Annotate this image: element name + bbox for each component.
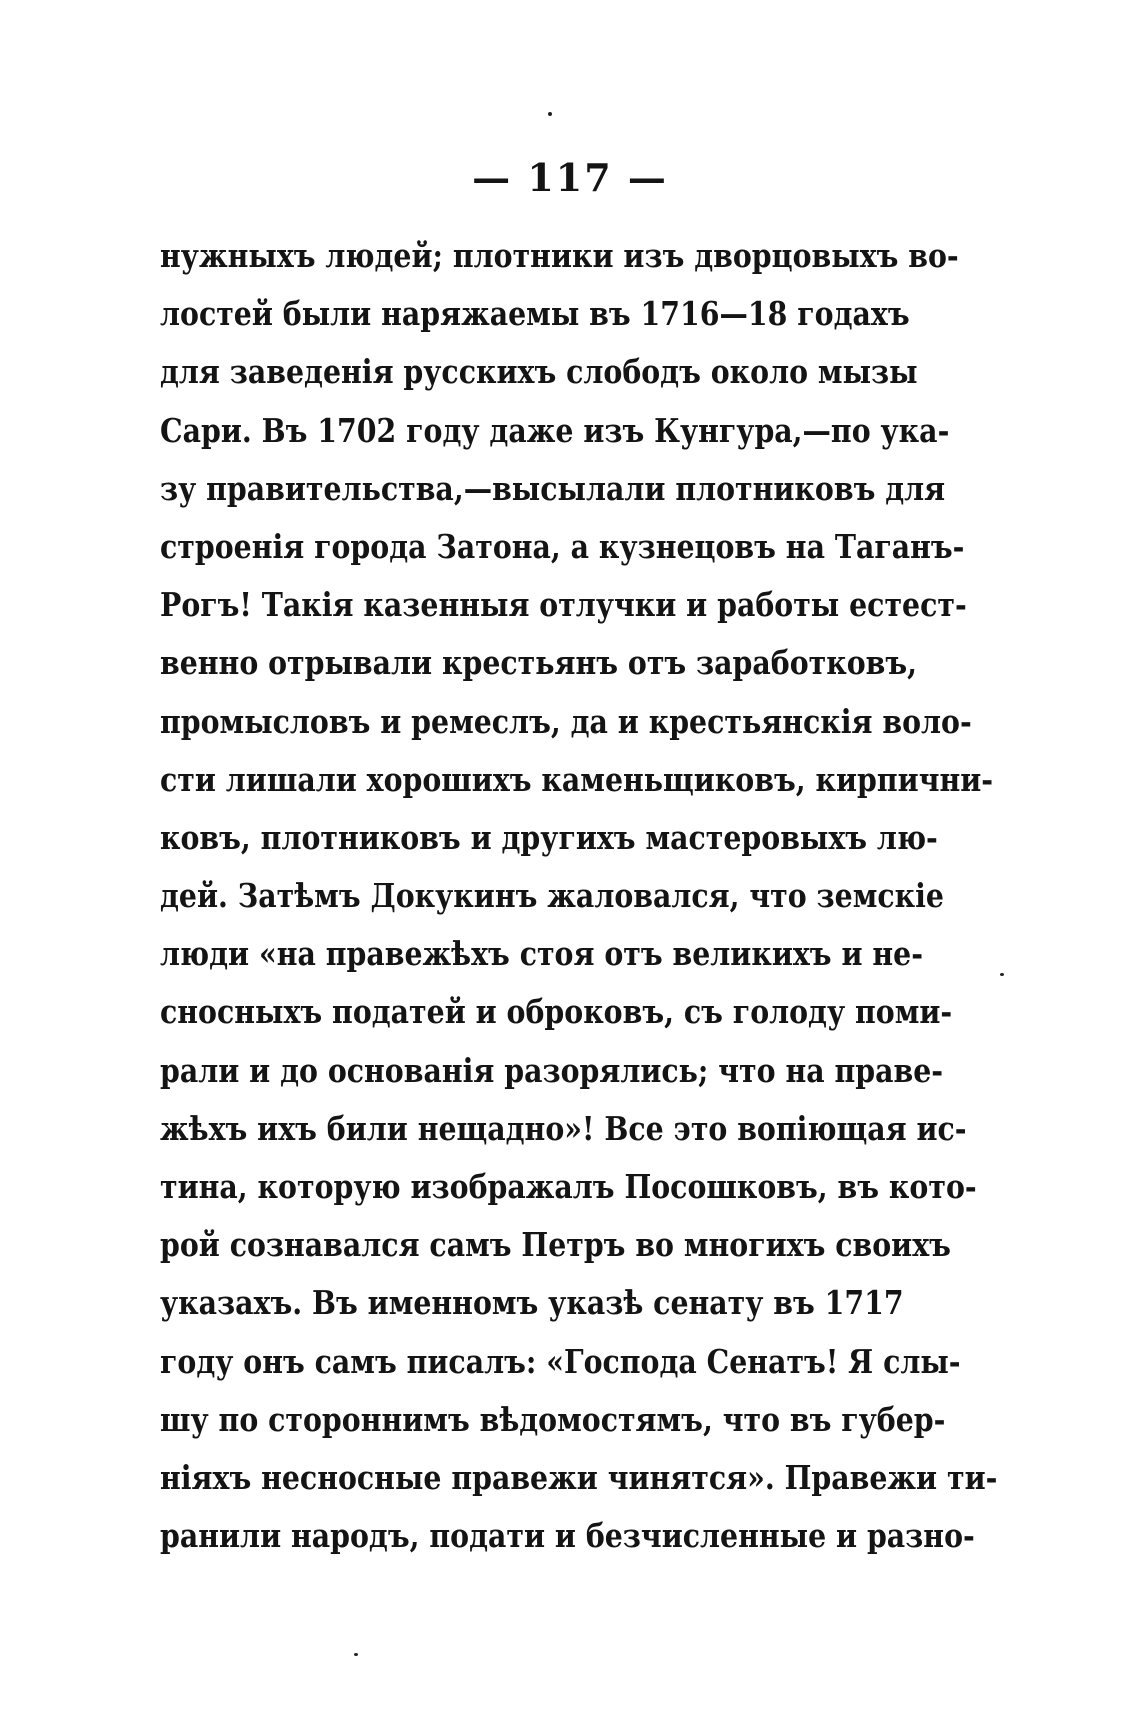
- text-line: тина, которую изображалъ Посошковъ, въ кото-: [160, 1167, 977, 1206]
- text-line: Сари. Въ 1702 году даже изъ Кунгура,—по ука-: [160, 410, 950, 450]
- text-line: Рогъ! Такія казенныя отлучки и работы естест-: [160, 585, 967, 625]
- text-line: рали и до основанія разорялись; что на праве-: [160, 1050, 944, 1090]
- text-line: шу по стороннимъ вѣдомостямъ, что въ губер-: [160, 1399, 946, 1439]
- ink-speck: [1000, 973, 1004, 976]
- text-line: люди «на правежѣхъ стоя отъ великихъ и не-: [160, 934, 923, 974]
- text-line: дей. Затѣмъ Докукинъ жаловался, что земскіе: [160, 876, 944, 916]
- page-number: — 117 —: [472, 155, 668, 200]
- text-line: ранили народъ, подати и безчисленные и разно-: [160, 1516, 975, 1556]
- text-line: лостей были наряжаемы въ 1716—18 годахъ: [160, 294, 910, 334]
- text-line: промысловъ и ремеслъ, да и крестьянскія воло-: [160, 701, 972, 741]
- text-line: строенія города Затона, а кузнецовъ на Таганъ-: [160, 526, 965, 566]
- text-line: рой сознавался самъ Петръ во многихъ своихъ: [160, 1225, 951, 1265]
- ink-speck: [354, 1653, 358, 1656]
- body-text: [160, 227, 998, 1565]
- ink-speck: [548, 112, 552, 116]
- text-line: году онъ самъ писалъ: «Господа Сенатъ! Я слы-: [160, 1341, 961, 1381]
- text-line: для заведенія русскихъ слободъ около мызы: [160, 352, 918, 392]
- text-line: ніяхъ несносные правежи чинятся». Правежи ти-: [160, 1457, 998, 1497]
- text-line: сти лишали хорошихъ каменьщиковъ, кирпични-: [160, 759, 994, 799]
- text-line: сносныхъ податей и оброковъ, съ голоду поми-: [160, 992, 953, 1032]
- text-line: указахъ. Въ именномъ указѣ сенату въ 1717: [160, 1283, 904, 1323]
- text-line: нужныхъ людей; плотники изъ дворцовыхъ во-: [160, 236, 959, 275]
- text-line: ковъ, плотниковъ и другихъ мастеровыхъ лю-: [160, 817, 938, 857]
- text-line: венно отрывали крестьянъ отъ заработковъ,: [160, 643, 918, 683]
- text-line: зу правительства,—высылали плотниковъ для: [160, 468, 946, 508]
- text-line: жѣхъ ихъ били нещадно»! Все это вопіющая ис-: [160, 1108, 967, 1148]
